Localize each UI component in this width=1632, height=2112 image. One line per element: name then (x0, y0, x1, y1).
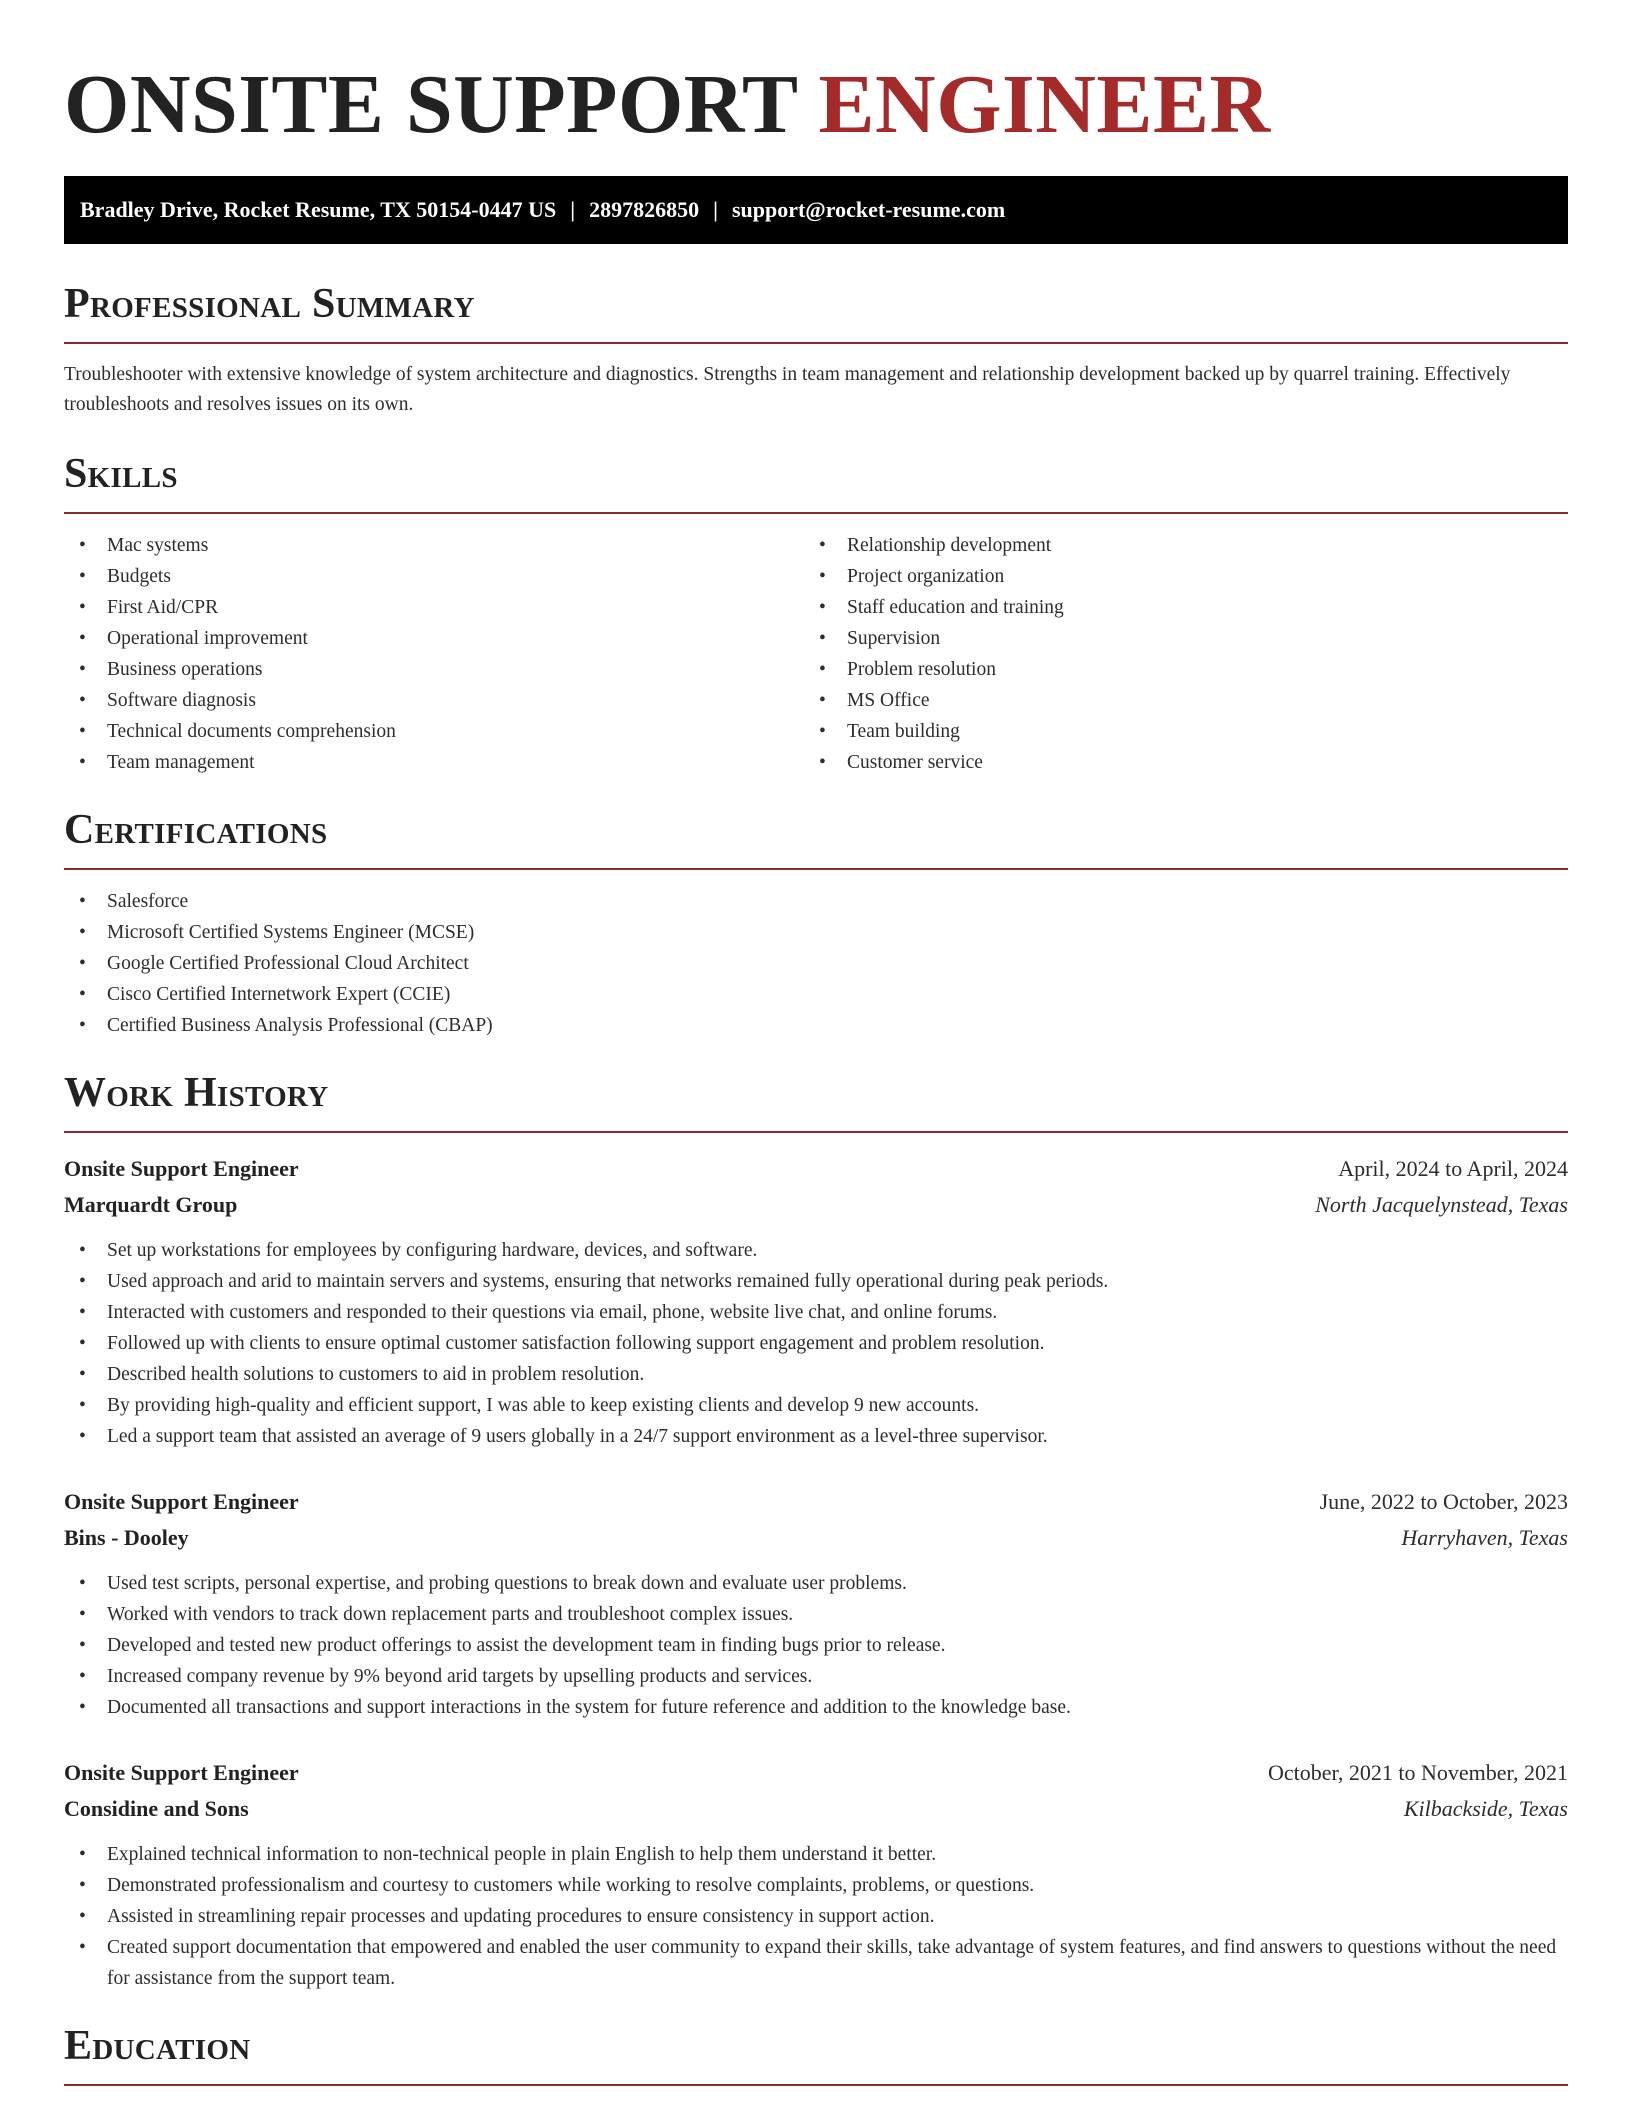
skill-item: • MS Office (804, 685, 1544, 716)
job-title: Onsite Support Engineer (64, 1489, 299, 1514)
skills-column-left (64, 530, 804, 778)
job-bullet: • Assisted in streamlining repair processes and updating procedures to ensure consistency in support action. (64, 1901, 1568, 1932)
job-company-row (64, 1791, 1568, 1827)
contact-bar (64, 176, 1568, 244)
resume-title (64, 60, 1568, 150)
contact-phone: 2897826850 (589, 197, 700, 222)
job-location: North Jacquelynstead, Texas (1315, 1192, 1568, 1217)
skill-item: • First Aid/CPR (64, 592, 804, 623)
contact-email[interactable]: support@rocket-resume.com (731, 197, 1006, 222)
job-bullet: • Led a support team that assisted an average of 9 users globally in a 24/7 support environment as a level-three supervisor. (64, 1421, 1568, 1452)
skills-column-right (804, 530, 1544, 778)
job-bullet: • Worked with vendors to track down replacement parts and troubleshoot complex issues. (64, 1599, 1568, 1630)
summary-text: Troubleshooter with extensive knowledge of system architecture and diagnostics. Strengths in team management and relationship development backed up by quarrel training. Effectively troubleshoots and resolves issues on its own. (64, 364, 1511, 415)
certifications-section (64, 806, 1568, 1041)
job-bullet: • By providing high-quality and efficient support, I was able to keep existing clients and develop 9 new accounts. (64, 1390, 1568, 1421)
job-bullet: • Used approach and arid to maintain servers and systems, ensuring that networks remained fully operational during peak periods. (64, 1266, 1568, 1297)
skill-item: • Software diagnosis (64, 685, 804, 716)
job-bullets (64, 1568, 1568, 1723)
skill-item: • Budgets (64, 561, 804, 592)
job-bullets (64, 1839, 1568, 1994)
section-heading: Certifications (64, 807, 328, 853)
job-header-row (64, 1484, 1568, 1520)
skills-columns (64, 530, 1568, 778)
job-entry (64, 1755, 1568, 1994)
work-history-section (64, 1069, 1568, 1994)
section-divider (64, 342, 1568, 344)
job-header-row (64, 1755, 1568, 1791)
skill-item: • Staff education and training (804, 592, 1544, 623)
job-dates: October, 2021 to November, 2021 (1267, 1760, 1568, 1785)
job-company-row (64, 1187, 1568, 1223)
certification-item: • Google Certified Professional Cloud Architect (64, 948, 1568, 979)
job-company: Considine and Sons (64, 1796, 249, 1821)
skill-item: • Team management (64, 747, 804, 778)
job-dates: April, 2024 to April, 2024 (1338, 1156, 1568, 1181)
skill-item: • Business operations (64, 654, 804, 685)
job-bullet: • Developed and tested new product offerings to assist the development team in finding bugs prior to release. (64, 1630, 1568, 1661)
skill-item: • Supervision (804, 623, 1544, 654)
job-company: Bins - Dooley (64, 1525, 189, 1550)
job-entry (64, 1151, 1568, 1452)
contact-separator: | (713, 197, 718, 222)
job-title: Onsite Support Engineer (64, 1156, 299, 1181)
skill-item: • Mac systems (64, 530, 804, 561)
section-heading: Professional Summary (64, 281, 475, 327)
job-bullet: • Used test scripts, personal expertise, and probing questions to break down and evaluate user problems. (64, 1568, 1568, 1599)
professional-summary-section (64, 280, 1568, 420)
job-dates: June, 2022 to October, 2023 (1319, 1489, 1568, 1514)
skill-item: • Problem resolution (804, 654, 1544, 685)
skills-list-left (64, 530, 804, 778)
job-bullet: • Explained technical information to non-technical people in plain English to help them understand it better. (64, 1839, 1568, 1870)
certification-item: • Salesforce (64, 886, 1568, 917)
section-divider (64, 868, 1568, 870)
job-title: Onsite Support Engineer (64, 1760, 299, 1785)
job-bullet: • Demonstrated professionalism and courtesy to customers while working to resolve complaints, problems, or questions. (64, 1870, 1568, 1901)
job-bullet: • Interacted with customers and responded to their questions via email, phone, website live chat, and online forums. (64, 1297, 1568, 1328)
skills-list-right (804, 530, 1544, 778)
skill-item: • Project organization (804, 561, 1544, 592)
title-main: ONSITE SUPPORT (64, 58, 798, 151)
section-divider (64, 512, 1568, 514)
job-bullet: • Set up workstations for employees by configuring hardware, devices, and software. (64, 1235, 1568, 1266)
job-entry (64, 1484, 1568, 1723)
skill-item: • Customer service (804, 747, 1544, 778)
section-heading: Skills (64, 451, 178, 497)
job-bullet: • Followed up with clients to ensure optimal customer satisfaction following support engagement and problem resolution. (64, 1328, 1568, 1359)
job-header-row (64, 1151, 1568, 1187)
certification-item: • Microsoft Certified Systems Engineer (MCSE) (64, 917, 1568, 948)
job-bullet: • Described health solutions to customers to aid in problem resolution. (64, 1359, 1568, 1390)
section-divider (64, 2084, 1568, 2086)
job-company-row (64, 1520, 1568, 1556)
contact-address: Bradley Drive, Rocket Resume, TX 50154-0447 US (80, 197, 557, 222)
education-section (64, 2022, 1568, 2086)
job-bullet: • Created support documentation that empowered and enabled the user community to expand their skills, take advantage of system features, and find answers to questions without the need for assistance from the support team. (64, 1932, 1568, 1994)
job-company: Marquardt Group (64, 1192, 238, 1217)
title-accent: ENGINEER (818, 58, 1271, 151)
skills-section (64, 450, 1568, 778)
contact-separator: | (570, 197, 576, 222)
job-bullet: • Increased company revenue by 9% beyond arid targets by upselling products and services. (64, 1661, 1568, 1692)
skill-item: • Team building (804, 716, 1544, 747)
job-location: Kilbackside, Texas (1403, 1796, 1568, 1821)
resume-page (64, 0, 1568, 2086)
skill-item: • Technical documents comprehension (64, 716, 804, 747)
certification-item: • Certified Business Analysis Professional (CBAP) (64, 1010, 1568, 1041)
skill-item: • Operational improvement (64, 623, 804, 654)
section-heading: Education (64, 2023, 251, 2069)
section-divider (64, 1131, 1568, 1133)
skill-item: • Relationship development (804, 530, 1544, 561)
job-bullets (64, 1235, 1568, 1452)
job-location: Harryhaven, Texas (1401, 1525, 1568, 1550)
certifications-list (64, 886, 1568, 1041)
certification-item: • Cisco Certified Internetwork Expert (CCIE) (64, 979, 1568, 1010)
job-bullet: • Documented all transactions and support interactions in the system for future reference and addition to the knowledge base. (64, 1692, 1568, 1723)
section-heading: Work History (64, 1070, 329, 1116)
